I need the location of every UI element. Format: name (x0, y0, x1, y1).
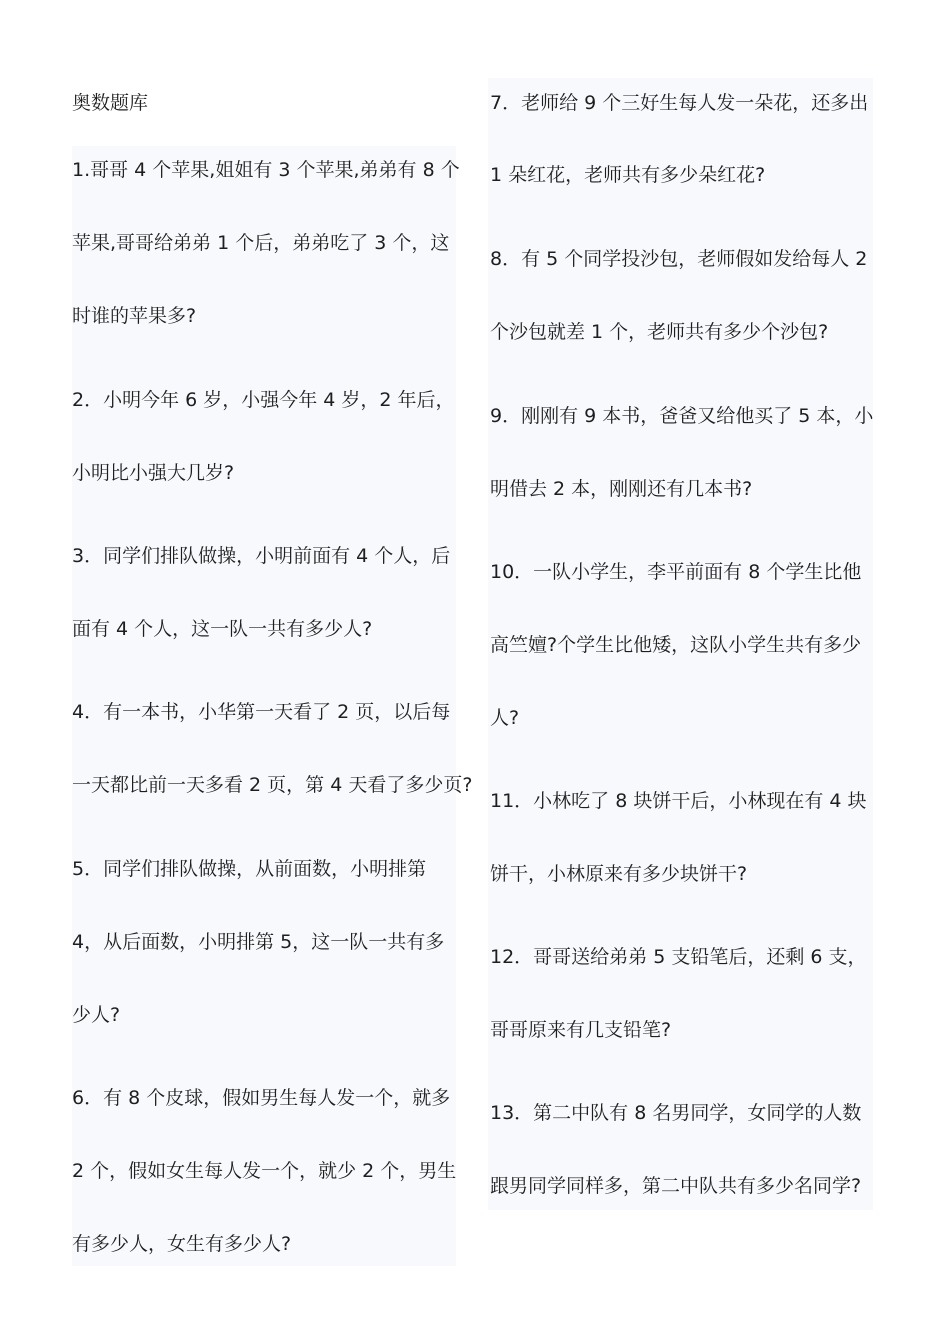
right-line: 个沙包就差 1 个，老师共有多少个沙包? (490, 321, 829, 343)
right-line: 人? (490, 707, 520, 729)
left-line: 2．小明今年 6 岁，小强今年 4 岁，2 年后， (72, 389, 455, 411)
right-line: 11．小林吃了 8 块饼干后，小林现在有 4 块 (490, 790, 867, 812)
left-line: 苹果,哥哥给弟弟 1 个后，弟弟吃了 3 个，这 (72, 232, 450, 254)
right-line: 跟男同学同样多，第二中队共有多少名同学? (490, 1175, 862, 1197)
right-line: 高竺嬗?个学生比他矮，这队小学生共有多少 (490, 634, 862, 656)
right-line: 13．第二中队有 8 名男同学，女同学的人数 (490, 1102, 862, 1124)
left-line: 时谁的苹果多? (72, 305, 197, 327)
left-line: 3．同学们排队做操，小明前面有 4 个人，后 (72, 545, 451, 567)
right-line: 8．有 5 个同学投沙包，老师假如发给每人 2 (490, 248, 868, 270)
right-line: 饼干，小林原来有多少块饼干? (490, 863, 748, 885)
right-line: 12．哥哥送给弟弟 5 支铅笔后，还剩 6 支， (490, 946, 867, 968)
left-line: 5．同学们排队做操，从前面数，小明排第 (72, 858, 427, 880)
left-line: 面有 4 个人，这一队一共有多少人? (72, 618, 373, 640)
left-line: 一天都比前一天多看 2 页，第 4 天看了多少页? (72, 774, 473, 796)
right-line: 7．老师给 9 个三好生每人发一朵花，还多出 (490, 92, 869, 114)
left-line: 2 个，假如女生每人发一个，就少 2 个，男生 (72, 1160, 457, 1182)
left-line: 4．有一本书，小华第一天看了 2 页，以后每 (72, 701, 451, 723)
right-line: 9．刚刚有 9 本书，爸爸又给他买了 5 本，小 (490, 405, 874, 427)
left-line: 4，从后面数，小明排第 5，这一队一共有多 (72, 931, 445, 953)
right-line: 10．一队小学生，李平前面有 8 个学生比他 (490, 561, 862, 583)
document-title: 奥数题库 (72, 92, 149, 114)
left-line: 6．有 8 个皮球，假如男生每人发一个，就多 (72, 1087, 451, 1109)
left-line: 小明比小强大几岁? (72, 462, 235, 484)
right-line: 哥哥原来有几支铅笔? (490, 1019, 672, 1041)
right-line: 明借去 2 本，刚刚还有几本书? (490, 478, 753, 500)
left-line: 有多少人，女生有多少人? (72, 1233, 292, 1255)
left-line: 少人? (72, 1004, 121, 1026)
left-line: 1.哥哥 4 个苹果,姐姐有 3 个苹果,弟弟有 8 个 (72, 159, 460, 181)
right-line: 1 朵红花，老师共有多少朵红花? (490, 164, 766, 186)
